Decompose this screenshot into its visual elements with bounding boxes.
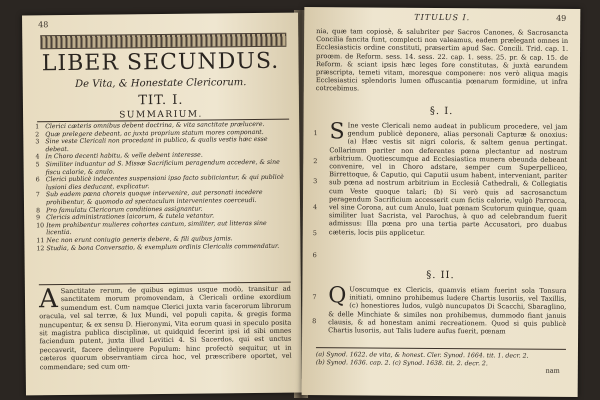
paragraph-text: Ine veste Clericali nemo audeat in publicum procedere, vel jam gendum publicè deponere, alias personali Capturæ & onoxius: (a) Hæc vestis sit nigri coloris, & saltem genua pertingat. Collarinum pariter non deferentes pœna plectantur ad nostrum arbitrium. Quotiescumque ad Ecclesiastica munera obeunda debeant convenire, vel in Choro adstare, semper cum Superpelliceo, Birrettoque, & Caputio, qui Caputii usum habent, interveniant, pariter sub pœna ad nostrum arbitrium in Ecclesiâ Cathedrali, & Collegiatis cum Veste quoque talari; (b) Si verò quis ad sacrosanctum peragendum Sacrificium accesserit cum fictis calorie, vulgò Parrocca, vel sine Corona, aut cum Anulo, luat pœnam Scutorum quinque, quam similiter luat Sacrista, vel Parochus, à quo ad celebrandum fuerit admissus: Illa pœna pro una tertia parte Accusatori, pro duabus cæteris, locis piis applicetur. — [328, 121, 568, 237]
right-page — [302, 7, 581, 397]
paragraph-text: Uoscumque ex Clericis, quamvis etiam fuerint sola Tonsura initiati, omnino prohibemus ludere Chartis lusoriis, vel Taxillis, (c) honestiores ludos, vulgò nuncupatos Di Scacchi, Sbaraglino, & delle Minchiate & similes non prohibemus, dummodo fiant januis clausis, & ad honestam animi recreationem. Quod si quis publicè Chartis lusoriis, aut Talis ludere aufus fuerit, pœnam — [328, 285, 567, 336]
footnote: (b) Synod. 1636. cap. 2. (c) Synod. 1638. tit. 2. decr. 2. — [315, 358, 488, 368]
summary-item-text: Pro famulatu Clericorum conditiones assignantur. — [46, 205, 203, 214]
summary-item-text: Clerici publicè indecentes suspensioni ipso facto subiiciantur, & qui publicè lusioni dies deducant, explicatur. — [45, 173, 284, 191]
summary-item-number: 12 — [36, 244, 45, 252]
summary-item-number: 11 — [36, 237, 45, 245]
drop-cap: Q — [328, 283, 347, 309]
summary-item-text: Clericis administrationes laicorum, & tutela vetantur. — [46, 212, 215, 222]
margin-number: 8 — [312, 317, 317, 326]
section-heading: §. I. — [429, 105, 454, 118]
continued-text: nia, quæ tam copiosè, & salubriter per Sacros Canones, & Sacrosancta Concilia fancita funt, complecti non valeamus, eadem prælegant omnes in Ecclesiasticis ordine constituti, præsertim apud Sac. Concili. Trid. cap. 1. proœm. de Reform. sess. 14. sess. 22. cap. 1. sess. 25. pr. & cap. 15. de Reform. & sciant ipsis hæc leges fore constitutas, & juxtà earundem præscripta, temeti vitam, moresque componere: nos verò aliqua magis Ecclesiastici splendoris lumen offuscantia pœnarum formidine, ut infra cotrcebimus. — [315, 27, 569, 93]
body-text — [39, 285, 292, 372]
summary-item-number: 5 — [35, 161, 40, 169]
section-paragraph — [328, 285, 566, 336]
page-number: 49 — [556, 13, 567, 23]
left-page — [22, 13, 302, 396]
book-title: LIBER SECUNDUS. — [41, 48, 280, 77]
book-subtitle: De Vita, & Honestate Clericorum. — [74, 77, 247, 90]
margin-number: 7 — [312, 293, 317, 302]
summary-item-text: Item prohibentur mulieres cohortes cantum, similiter, aut litteras sine licentia. — [46, 219, 267, 237]
margin-number: 3 — [313, 177, 318, 186]
section-heading: §. II. — [426, 269, 455, 282]
summary-item — [36, 242, 290, 252]
margin-number: 1 — [313, 129, 318, 138]
summary-item-text: Sub eadem pœna choreis quoque intervenire, aut personati incedere prohibentur, & quomodo ad spectaculum intervenientes coerceudi. — [45, 189, 263, 207]
summary-item-text: Similiter induantur ad S. Missæ Sacrificium peragendum accedere, & sine fiscu calorie, & anulo. — [45, 158, 280, 176]
section-paragraph — [329, 121, 568, 238]
footnote: (a) Synod. 1622. de vita, & honest. Cler. Synod. 1664. tit. 1. decr. 2. — [315, 351, 529, 360]
summary-item-text: Sine veste Clericali non procedant in publico, & qualis vestis hæc esse debeat. — [45, 136, 268, 153]
footnote-rule — [316, 347, 566, 350]
drop-cap: S — [329, 119, 345, 145]
margin-number: 2 — [313, 157, 318, 166]
summary-item-text: In Choro decenti habitu, & velle debent interesse. — [45, 151, 203, 161]
running-head: TITULUS I. — [414, 12, 471, 23]
page-number: 48 — [38, 20, 49, 30]
summary-list — [35, 121, 290, 253]
ornamental-headpiece — [40, 33, 286, 50]
summary-item-text: Nec non erunt coniugio generis debere, & fili quibus jamis. — [46, 235, 233, 245]
summary-item-number: 3 — [35, 138, 40, 146]
margin-number: 5 — [312, 229, 317, 238]
title-number: TIT. I. — [138, 92, 184, 109]
summary-item-number: 7 — [35, 191, 40, 199]
margin-number: 6 — [312, 251, 317, 260]
drop-cap: A — [38, 284, 58, 315]
summary-item-number: 1 — [35, 123, 40, 131]
summary-item-text: Clerici cæteris omnibus debent doctrina, & vita sanctitate prælucere. — [45, 120, 265, 131]
summary-item-number: 4 — [35, 153, 40, 161]
summary-item-number: 9 — [36, 214, 41, 222]
summary-heading: SUMMARIUM. — [119, 109, 203, 121]
catchword: nam — [545, 366, 560, 375]
summary-item-text: Studia, & bona Conversatio, & exemplum ordinis Clericalis commendatur. — [46, 242, 280, 252]
margin-number: 4 — [312, 203, 318, 212]
summary-item-number: 2 — [35, 130, 40, 138]
summary-item-number: 6 — [35, 176, 40, 184]
footnotes — [316, 351, 566, 368]
summary-item-text: Quæ prelegere debeant, ac juxta proprium statum mores componant. — [45, 128, 264, 138]
summary-item-number: 8 — [36, 206, 41, 214]
body-paragraph: Sanctitate rerum, de quibus egimus usque modò, transitur ad sanctitatem morum promovendam, à Clericali ordine exordium sumendum est. Cum namque Clerici juxta varia facerorum librorum oracula, vel sal terræ, & lux Mundi, vel populi capita, & gregis forma nuncupentur, & ex sensu D. Hieronymi, Vita eorum quasi in speculo posita sit magistra publica disciplinæ, ut quidquid fecerint ipsi id sibi omnes faciendum putent, juxta illud Levitici 4. Si Sacerdos, qui est unctus peccaverit, facere delinquere Populum: hinc profectò sequitur, ut in cæteros quorum observantiam circa hoc, vel præscribere oportet, vel commendare; sed cum om- — [39, 284, 292, 371]
summary-item-number: 10 — [36, 221, 45, 230]
